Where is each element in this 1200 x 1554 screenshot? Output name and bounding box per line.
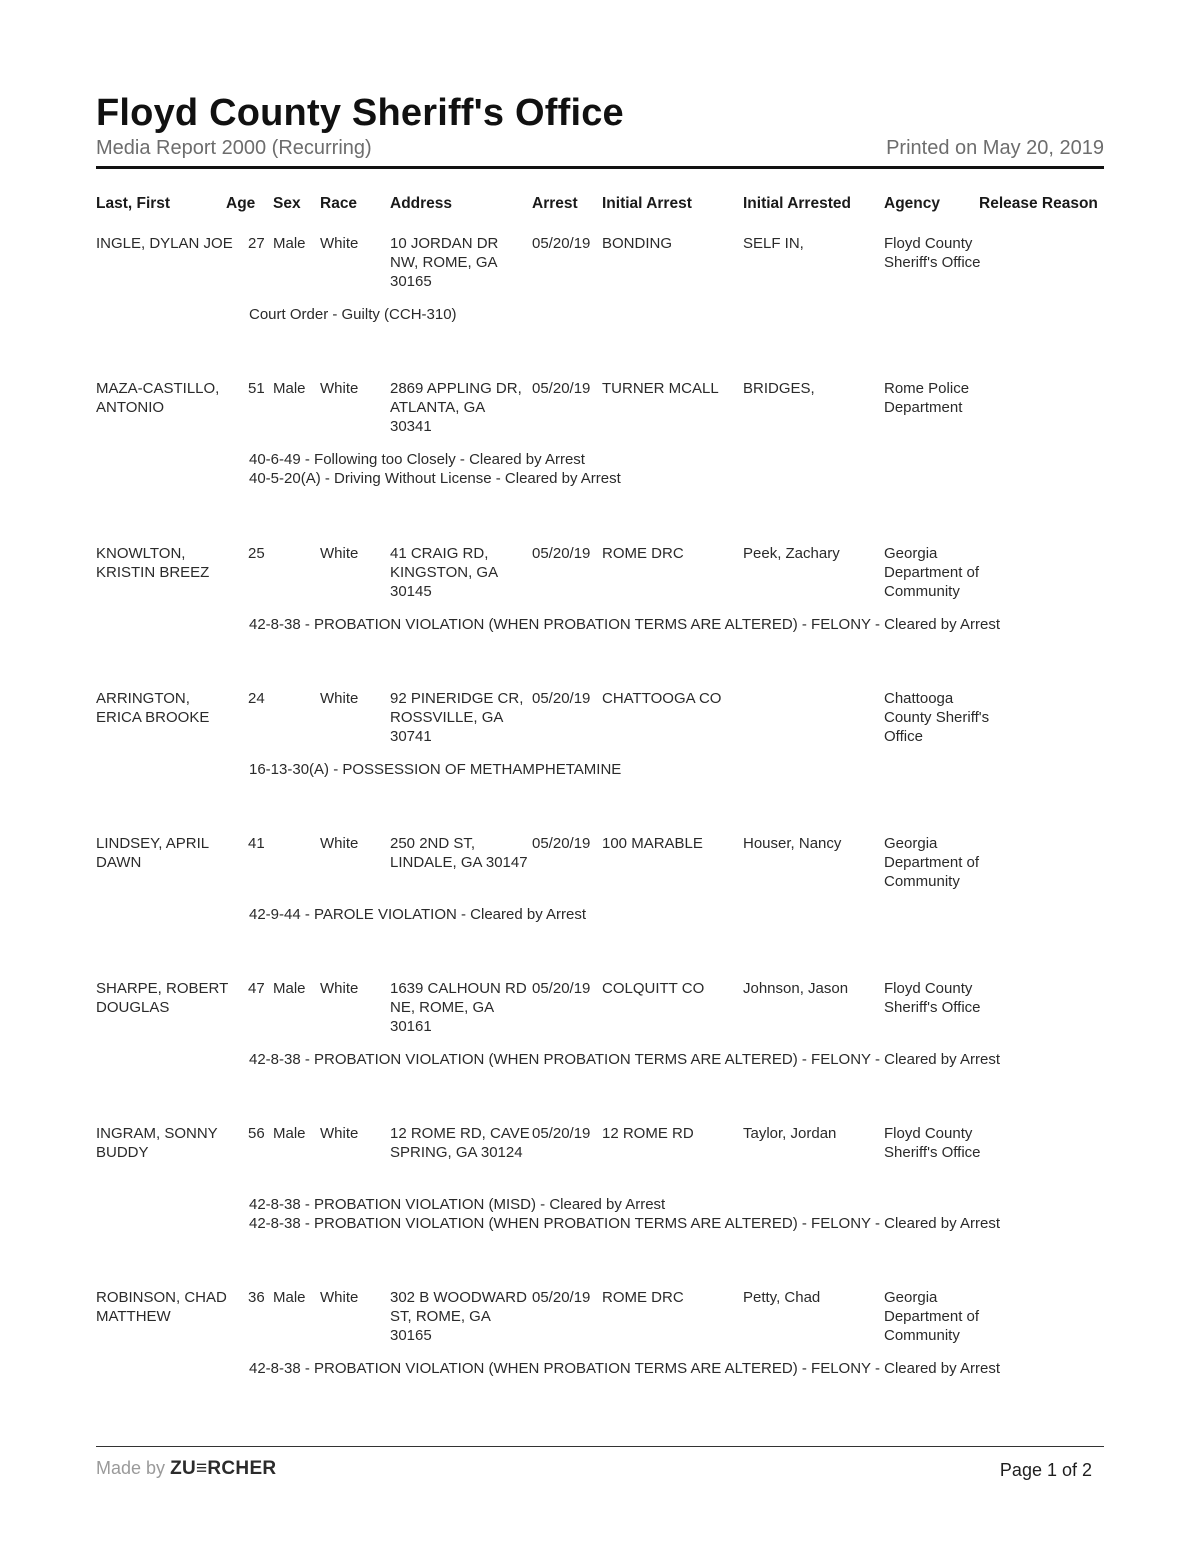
cell-address: 41 CRAIG RD, KINGSTON, GA 30145	[390, 545, 498, 600]
charges-list	[249, 1359, 1000, 1378]
cell-arrest-date: 05/20/19	[532, 235, 591, 252]
cell-address: 250 2ND ST, LINDALE, GA 30147	[390, 835, 528, 871]
cell-address: 10 JORDAN DR NW, ROME, GA 30165	[390, 235, 499, 290]
header-divider	[96, 166, 1104, 169]
col-header-sex: Sex	[273, 195, 301, 212]
record-row	[0, 979, 1200, 1119]
cell-address: 92 PINERIDGE CR, ROSSVILLE, GA 30741	[390, 690, 524, 745]
cell-race: White	[320, 835, 359, 852]
cell-name: LINDSEY, APRIL DAWN	[96, 835, 209, 871]
cell-initial-arrest: 12 ROME RD	[602, 1125, 694, 1142]
report-subtitle: Media Report 2000 (Recurring)	[96, 137, 372, 159]
charges-list	[249, 760, 621, 779]
charge-line: 42-9-44 - PAROLE VIOLATION - Cleared by Arrest	[249, 906, 587, 923]
col-header-arrest: Arrest	[532, 195, 578, 212]
zuercher-logo: ZU≡RCHER	[170, 1458, 277, 1479]
col-header-agency: Agency	[884, 195, 940, 212]
cell-agency: Floyd County Sheriff's Office	[884, 235, 981, 271]
col-header-name: Last, First	[96, 195, 171, 212]
col-header-initial-arrest: Initial Arrest	[602, 195, 692, 212]
cell-initial-arrested: BRIDGES,	[743, 380, 815, 397]
charge-line: 40-5-20(A) - Driving Without License - Cleared by Arrest	[249, 470, 621, 487]
col-header-initial-arrested: Initial Arrested	[743, 195, 851, 212]
charges-list	[249, 450, 621, 488]
cell-address: 302 B WOODWARD ST, ROME, GA 30165	[390, 1289, 527, 1344]
cell-agency: Chattooga County Sheriff's Office	[884, 690, 990, 745]
cell-initial-arrested: SELF IN,	[743, 235, 804, 252]
cell-agency: Floyd County Sheriff's Office	[884, 1125, 981, 1161]
cell-initial-arrested: Houser, Nancy	[743, 835, 842, 852]
cell-initial-arrest: 100 MARABLE	[602, 835, 703, 852]
cell-sex: Male	[273, 980, 306, 997]
cell-race: White	[320, 235, 359, 252]
cell-name: INGRAM, SONNY BUDDY	[96, 1125, 218, 1161]
footer-credit	[96, 1458, 276, 1480]
cell-initial-arrest: ROME DRC	[602, 545, 684, 562]
cell-agency: Floyd County Sheriff's Office	[884, 980, 981, 1016]
record-row	[0, 1288, 1200, 1428]
cell-name: KNOWLTON, KRISTIN BREEZ	[96, 545, 210, 581]
record-row	[0, 379, 1200, 519]
cell-age: 51	[248, 380, 265, 397]
cell-age: 41	[248, 835, 265, 852]
cell-sex: Male	[273, 235, 306, 252]
cell-race: White	[320, 1289, 359, 1306]
cell-initial-arrest: BONDING	[602, 235, 673, 252]
charge-line: 42-8-38 - PROBATION VIOLATION (WHEN PROBATION TERMS ARE ALTERED) - FELONY - Cleared by Arrest	[249, 1360, 1000, 1377]
cell-address: 12 ROME RD, CAVE SPRING, GA 30124	[390, 1125, 530, 1161]
record-row	[0, 1124, 1200, 1264]
report-title: Floyd County Sheriff's Office	[96, 92, 624, 134]
charge-line: 40-6-49 - Following too Closely - Cleared by Arrest	[249, 451, 585, 468]
charge-line: 42-8-38 - PROBATION VIOLATION (WHEN PROBATION TERMS ARE ALTERED) - FELONY - Cleared by Arrest	[249, 616, 1000, 633]
cell-sex: Male	[273, 1125, 306, 1142]
cell-arrest-date: 05/20/19	[532, 980, 591, 997]
cell-initial-arrest: COLQUITT CO	[602, 980, 705, 997]
cell-initial-arrest: ROME DRC	[602, 1289, 684, 1306]
cell-agency: Georgia Department of Community	[884, 835, 980, 890]
cell-age: 25	[248, 545, 265, 562]
cell-arrest-date: 05/20/19	[532, 690, 591, 707]
charge-line: 42-8-38 - PROBATION VIOLATION (WHEN PROBATION TERMS ARE ALTERED) - FELONY - Cleared by Arrest	[249, 1215, 1000, 1232]
charges-list	[249, 305, 457, 324]
col-header-age: Age	[226, 195, 256, 212]
col-header-race: Race	[320, 195, 358, 212]
record-row	[0, 834, 1200, 974]
cell-arrest-date: 05/20/19	[532, 380, 591, 397]
cell-race: White	[320, 980, 359, 997]
cell-age: 56	[248, 1125, 265, 1142]
cell-arrest-date: 05/20/19	[532, 1125, 591, 1142]
cell-race: White	[320, 1125, 359, 1142]
cell-race: White	[320, 690, 359, 707]
made-by-label: Made by	[96, 1458, 166, 1478]
charge-line: 42-8-38 - PROBATION VIOLATION (WHEN PROBATION TERMS ARE ALTERED) - FELONY - Cleared by Arrest	[249, 1051, 1000, 1068]
charges-list	[249, 615, 1000, 634]
cell-name: MAZA-CASTILLO, ANTONIO	[96, 380, 220, 416]
footer-divider	[96, 1446, 1104, 1447]
cell-agency: Georgia Department of Community	[884, 1289, 980, 1344]
cell-name: INGLE, DYLAN JOE	[96, 235, 233, 252]
cell-initial-arrested: Taylor, Jordan	[743, 1125, 837, 1142]
cell-sex: Male	[273, 380, 306, 397]
charges-list	[249, 1050, 1000, 1069]
cell-agency: Georgia Department of Community	[884, 545, 980, 600]
charge-line: 42-8-38 - PROBATION VIOLATION (MISD) - Cleared by Arrest	[249, 1196, 666, 1213]
cell-race: White	[320, 545, 359, 562]
cell-address: 1639 CALHOUN RD NE, ROME, GA 30161	[390, 980, 527, 1035]
record-row	[0, 689, 1200, 829]
cell-arrest-date: 05/20/19	[532, 835, 591, 852]
cell-agency: Rome Police Department	[884, 380, 970, 416]
cell-initial-arrest: CHATTOOGA CO	[602, 690, 722, 707]
record-row	[0, 544, 1200, 684]
cell-arrest-date: 05/20/19	[532, 1289, 591, 1306]
cell-race: White	[320, 380, 359, 397]
cell-arrest-date: 05/20/19	[532, 545, 591, 562]
cell-name: ROBINSON, CHAD MATTHEW	[96, 1289, 227, 1325]
cell-name: ARRINGTON, ERICA BROOKE	[96, 690, 210, 726]
cell-initial-arrested: Petty, Chad	[743, 1289, 821, 1306]
cell-initial-arrested: Johnson, Jason	[743, 980, 849, 997]
cell-name: SHARPE, ROBERT DOUGLAS	[96, 980, 228, 1016]
record-row	[0, 234, 1200, 374]
cell-sex: Male	[273, 1289, 306, 1306]
cell-age: 47	[248, 980, 265, 997]
cell-age: 24	[248, 690, 265, 707]
col-header-address: Address	[390, 195, 453, 212]
charge-line: Court Order - Guilty (CCH-310)	[249, 306, 457, 323]
cell-age: 27	[248, 235, 265, 252]
col-header-release-reason: Release Reason	[979, 195, 1098, 212]
cell-address: 2869 APPLING DR, ATLANTA, GA 30341	[390, 380, 522, 435]
printed-date: Printed on May 20, 2019	[886, 137, 1104, 159]
charge-line: 16-13-30(A) - POSSESSION OF METHAMPHETAMINE	[249, 761, 622, 778]
cell-initial-arrest: TURNER MCALL	[602, 380, 719, 397]
cell-initial-arrested: Peek, Zachary	[743, 545, 840, 562]
charges-list	[249, 1195, 1000, 1233]
page-number: Page 1 of 2	[999, 1460, 1092, 1480]
cell-age: 36	[248, 1289, 265, 1306]
charges-list	[249, 905, 586, 924]
